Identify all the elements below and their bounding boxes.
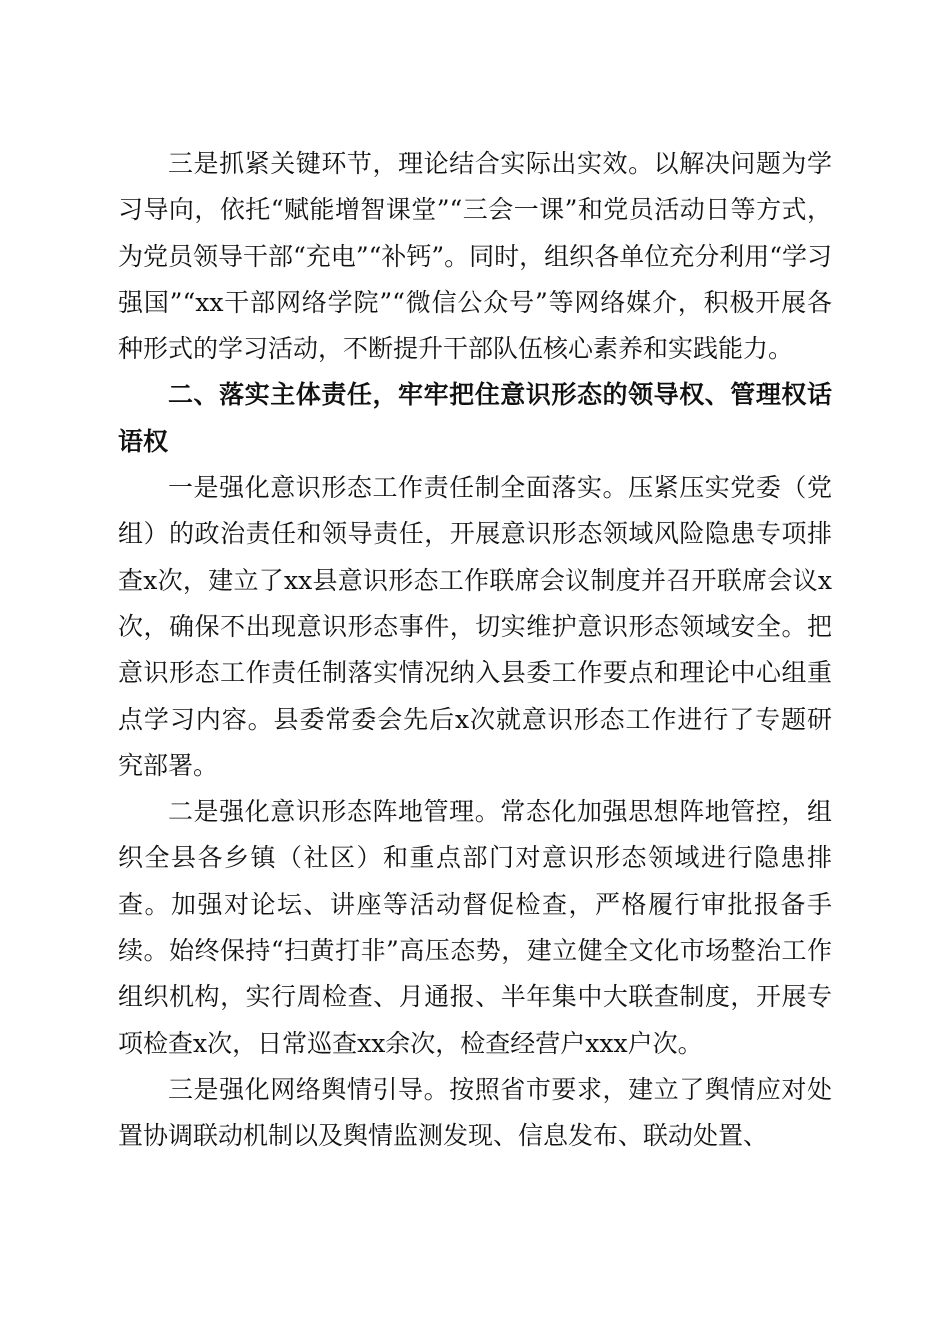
paragraph-position-management: 二是强化意识形态阵地管理。常态化加强思想阵地管控，组织全县各乡镇（社区）和重点部门对意识形态领域进行隐患排查。加强对论坛、讲座等活动督促检查，严格履行审批报备手续。始终保持“扫黄打非”高压态势，建立健全文化市场整治工作组织机构，实行周检查、月通报、半年集中大联查制度，开展专项检查x次，日常巡查xx余次，检查经营户xxx户次。 xyxy=(118,797,832,1058)
paragraph-theory-practice: 三是抓紧关键环节，理论结合实际出实效。以解决问题为学习导向，依托“赋能增智课堂”“三会一课”和党员活动日等方式，为党员领导干部“充电”“补钙”。同时，组织各单位充分利用“学习强国”“xx干部网络学院”“微信公众号”等网络媒介，积极开展各种形式的学习活动，不断提升干部队伍核心素养和实践能力。 xyxy=(118,149,832,364)
section-heading-responsibility: 二、落实主体责任，牢牢把住意识形态的领导权、管理权话语权 xyxy=(118,380,832,456)
paragraph-online-opinion: 三是强化网络舆情引导。按照省市要求，建立了舆情应对处置协调联动机制以及舆情监测发现、信息发布、联动处置、 xyxy=(118,1074,832,1151)
document-body xyxy=(118,141,832,1160)
paragraph-responsibility-system: 一是强化意识形态工作责任制全面落实。压紧压实党委（党组）的政治责任和领导责任，开展意识形态领域风险隐患专项排查x次，建立了xx县意识形态工作联席会议制度并召开联席会议x次，确保不出现意识形态事件，切实维护意识形态领域安全。把意识形态工作责任制落实情况纳入县委工作要点和理论中心组重点学习内容。县委常委会先后x次就意识形态工作进行了专题研究部署。 xyxy=(118,473,832,780)
